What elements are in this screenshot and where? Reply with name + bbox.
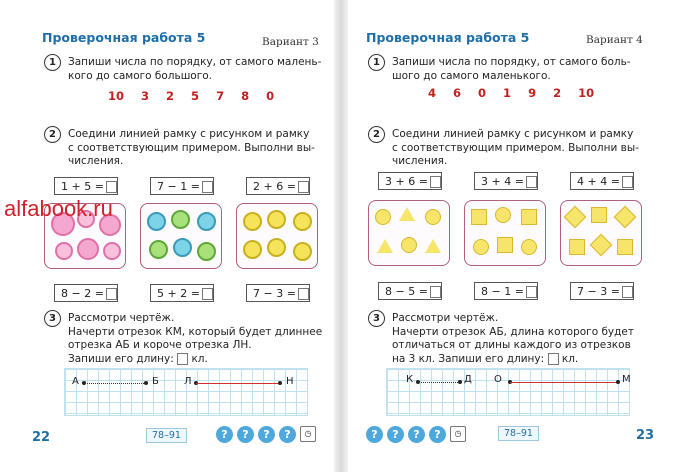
length-answer-box[interactable] bbox=[177, 353, 188, 365]
right-task1-line2: шого до самого маленького. bbox=[392, 69, 551, 82]
point-label: А bbox=[72, 376, 79, 387]
example-text: 8 − 2 = bbox=[61, 287, 104, 300]
segment-om bbox=[510, 382, 618, 383]
point-marker bbox=[458, 380, 462, 384]
number: 6 bbox=[453, 86, 462, 100]
question-icon: ? bbox=[408, 426, 425, 443]
left-task3-line1: Рассмотри чертёж. bbox=[68, 312, 175, 324]
answer-box[interactable] bbox=[526, 286, 537, 298]
segment-ab bbox=[84, 383, 146, 384]
left-task1-line1: Запиши числа по порядку, от самого малень- bbox=[68, 56, 322, 68]
triangle-icon bbox=[377, 239, 393, 253]
triangle-icon bbox=[425, 239, 441, 253]
example-text: 7 − 1 = bbox=[157, 180, 200, 193]
left-picture-yellow-buttons[interactable] bbox=[236, 203, 318, 269]
question-icon: ? bbox=[216, 426, 233, 443]
green-button-icon bbox=[171, 210, 190, 229]
left-task3-text bbox=[68, 312, 322, 366]
left-task3-number: 3 bbox=[44, 310, 61, 327]
answer-box[interactable] bbox=[202, 181, 213, 193]
right-top-frame-1[interactable] bbox=[378, 172, 442, 190]
number: 1 bbox=[503, 86, 512, 100]
green-button-icon bbox=[197, 242, 216, 261]
yellow-button-icon bbox=[267, 210, 286, 229]
right-picture-crackers[interactable] bbox=[560, 200, 642, 266]
left-task2-line1: Соедини линией рамку с рисунком и рамку bbox=[68, 128, 310, 140]
point-label: О bbox=[494, 374, 502, 385]
question-icon: ? bbox=[366, 426, 383, 443]
right-task2-number: 2 bbox=[368, 126, 385, 143]
circle-icon bbox=[401, 237, 417, 253]
right-bottom-frame-3[interactable] bbox=[570, 282, 634, 300]
left-top-frame-2[interactable] bbox=[150, 177, 214, 195]
left-task1-line2: кого до самого большого. bbox=[68, 69, 213, 82]
number: 10 bbox=[578, 86, 595, 100]
right-task2-text bbox=[392, 128, 639, 169]
point-label: Л bbox=[184, 376, 192, 387]
question-icon: ? bbox=[258, 426, 275, 443]
right-top-frame-3[interactable] bbox=[570, 172, 634, 190]
right-task3-text bbox=[392, 312, 634, 366]
yellow-button-icon bbox=[293, 212, 312, 231]
blue-button-icon bbox=[197, 212, 216, 231]
diamond-icon bbox=[590, 234, 613, 257]
square-icon bbox=[471, 209, 487, 225]
point-marker bbox=[616, 380, 620, 384]
blue-button-icon bbox=[173, 238, 192, 257]
pink-button-icon bbox=[77, 238, 99, 260]
square-icon bbox=[497, 237, 513, 253]
square-icon bbox=[617, 239, 633, 255]
length-answer-box[interactable] bbox=[548, 353, 559, 365]
answer-box[interactable] bbox=[202, 288, 213, 300]
right-top-frame-2[interactable] bbox=[474, 172, 538, 190]
clock-icon: ◷ bbox=[450, 426, 466, 442]
question-icon: ? bbox=[429, 426, 446, 443]
example-text: 1 + 5 = bbox=[61, 180, 104, 193]
point-label: Б bbox=[152, 376, 159, 387]
right-task3-line2: Начерти отрезок АБ, длина которого будет bbox=[392, 325, 634, 338]
point-label: М bbox=[622, 374, 631, 385]
answer-box[interactable] bbox=[298, 181, 309, 193]
diamond-icon bbox=[614, 206, 637, 229]
right-page-number: 23 bbox=[636, 428, 655, 443]
yellow-button-icon bbox=[293, 242, 312, 261]
yellow-button-icon bbox=[243, 240, 262, 259]
right-task3-line4: на 3 кл. Запиши его длину: bbox=[392, 352, 545, 365]
right-grid[interactable] bbox=[386, 368, 630, 416]
pink-button-icon bbox=[55, 242, 73, 260]
answer-box[interactable] bbox=[430, 286, 441, 298]
right-title: Проверочная работа 5 bbox=[366, 30, 530, 45]
square-icon bbox=[521, 209, 537, 225]
right-picture-mixed-shapes[interactable] bbox=[368, 200, 450, 266]
pink-button-icon bbox=[103, 242, 121, 260]
diamond-icon bbox=[564, 206, 587, 229]
number: 3 bbox=[141, 89, 150, 103]
question-icon: ? bbox=[237, 426, 254, 443]
left-picture-colored-buttons[interactable] bbox=[140, 203, 222, 269]
left-title: Проверочная работа 5 bbox=[42, 30, 206, 45]
example-text: 8 − 5 = bbox=[385, 285, 428, 298]
segment-ln bbox=[196, 383, 278, 384]
example-text: 3 + 6 = bbox=[385, 175, 428, 188]
left-task2-text bbox=[68, 128, 315, 169]
number: 10 bbox=[108, 89, 125, 103]
point-label: Н bbox=[286, 376, 294, 387]
left-icon-strip bbox=[216, 426, 316, 443]
clock-icon: ◷ bbox=[300, 426, 316, 442]
left-task3-line2: Начерти отрезок КМ, который будет длиннее bbox=[68, 325, 323, 338]
circle-icon bbox=[521, 239, 537, 255]
question-icon: ? bbox=[387, 426, 404, 443]
left-variant: Вариант 3 bbox=[262, 36, 319, 48]
right-task2-line2: с соответствующим примером. Выполни вы- bbox=[392, 141, 639, 154]
watermark: alfabook.ru bbox=[4, 196, 113, 221]
number: 8 bbox=[241, 89, 250, 103]
number: 4 bbox=[428, 86, 437, 100]
left-task3-line3: отрезка АБ и короче отрезка ЛН. bbox=[68, 339, 252, 351]
square-icon bbox=[569, 239, 585, 255]
number: 0 bbox=[266, 89, 275, 103]
right-bottom-frame-2[interactable] bbox=[474, 282, 538, 300]
left-task1-number: 1 bbox=[44, 54, 61, 71]
example-text: 7 − 3 = bbox=[253, 287, 296, 300]
left-bottom-frame-1[interactable] bbox=[54, 284, 118, 302]
right-task3-number: 3 bbox=[368, 310, 385, 327]
left-bottom-frame-3[interactable] bbox=[246, 284, 310, 302]
right-task2-line3: числения. bbox=[392, 155, 448, 167]
example-text: 4 + 4 = bbox=[577, 175, 620, 188]
point-label: К bbox=[406, 374, 414, 385]
left-task2-number: 2 bbox=[44, 126, 61, 143]
answer-box[interactable] bbox=[106, 181, 117, 193]
green-button-icon bbox=[149, 240, 168, 259]
answer-box[interactable] bbox=[622, 176, 633, 188]
point-marker bbox=[144, 381, 148, 385]
left-task2-line3: числения. bbox=[68, 155, 124, 167]
example-text: 7 − 3 = bbox=[577, 285, 620, 298]
answer-box[interactable] bbox=[430, 176, 441, 188]
example-text: 3 + 4 = bbox=[481, 175, 524, 188]
point-marker bbox=[278, 381, 282, 385]
triangle-icon bbox=[399, 207, 415, 221]
point-label: Д bbox=[464, 374, 472, 385]
left-task2-line2: с соответствующим примером. Выполни вы- bbox=[68, 141, 315, 154]
answer-box[interactable] bbox=[622, 286, 633, 298]
left-bottom-frame-2[interactable] bbox=[150, 284, 214, 302]
number: 9 bbox=[528, 86, 537, 100]
left-task1-numbers bbox=[108, 89, 274, 103]
right-bottom-frame-1[interactable] bbox=[378, 282, 442, 300]
circle-icon bbox=[425, 209, 441, 225]
answer-box[interactable] bbox=[526, 176, 537, 188]
right-task3-line3: отличаться от длины каждого из отрезков bbox=[392, 339, 631, 351]
example-text: 2 + 6 = bbox=[253, 180, 296, 193]
right-variant: Вариант 4 bbox=[586, 34, 643, 46]
number: 7 bbox=[216, 89, 225, 103]
circle-icon bbox=[375, 209, 391, 225]
left-page-range: 78–91 bbox=[146, 428, 187, 443]
question-icon: ? bbox=[279, 426, 296, 443]
square-icon bbox=[591, 207, 607, 223]
answer-box[interactable] bbox=[298, 288, 309, 300]
left-top-frame-1[interactable] bbox=[54, 177, 118, 195]
circle-icon bbox=[495, 207, 511, 223]
right-icon-strip bbox=[366, 426, 466, 443]
yellow-button-icon bbox=[243, 212, 262, 231]
yellow-button-icon bbox=[267, 238, 286, 257]
right-page bbox=[348, 6, 674, 462]
blue-button-icon bbox=[147, 212, 166, 231]
book-gutter bbox=[334, 0, 348, 472]
right-page-range: 78–91 bbox=[498, 426, 539, 441]
left-page-number: 22 bbox=[32, 430, 51, 445]
answer-box[interactable] bbox=[106, 288, 117, 300]
right-task1-line1: Запиши числа по порядку, от самого боль- bbox=[392, 56, 631, 68]
right-task1-text bbox=[392, 56, 631, 83]
segment-kd bbox=[418, 382, 460, 383]
number: 2 bbox=[166, 89, 175, 103]
example-text: 8 − 1 = bbox=[481, 285, 524, 298]
circle-icon bbox=[473, 239, 489, 255]
right-task1-numbers bbox=[428, 86, 594, 100]
right-picture-squares[interactable] bbox=[464, 200, 546, 266]
number: 5 bbox=[191, 89, 200, 103]
unit-label: кл. bbox=[561, 352, 579, 365]
left-task1-text bbox=[68, 56, 321, 83]
number: 2 bbox=[553, 86, 562, 100]
left-top-frame-3[interactable] bbox=[246, 177, 310, 195]
unit-label: кл. bbox=[191, 352, 208, 365]
left-task3-line4: Запиши его длину: bbox=[68, 352, 174, 365]
left-page bbox=[6, 6, 334, 462]
right-task3-line1: Рассмотри чертёж. bbox=[392, 312, 499, 324]
example-text: 5 + 2 = bbox=[157, 287, 200, 300]
right-task1-number: 1 bbox=[368, 54, 385, 71]
right-task2-line1: Соедини линией рамку с рисунком и рамку bbox=[392, 128, 634, 140]
number: 0 bbox=[478, 86, 487, 100]
